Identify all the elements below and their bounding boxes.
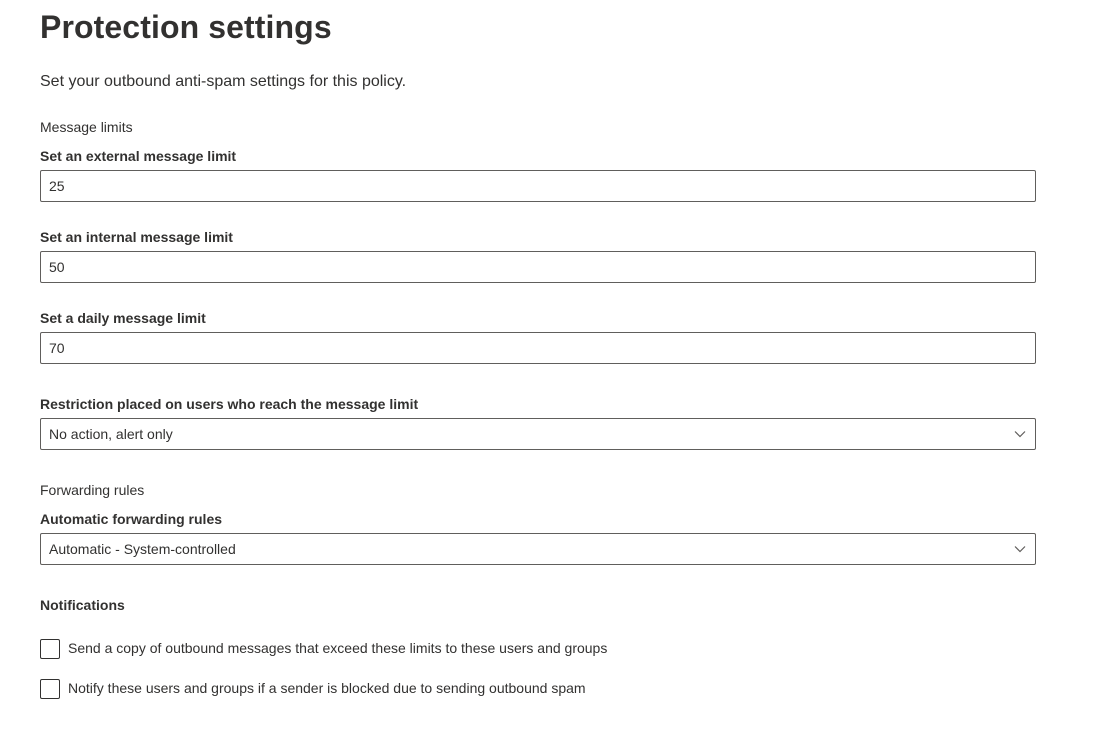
internal-limit-value: 50 (49, 259, 65, 275)
forwarding-rules-section-label: Forwarding rules (40, 482, 145, 498)
notify-blocked-sender-checkbox[interactable] (40, 679, 60, 699)
notify-blocked-sender-label[interactable]: Notify these users and groups if a sender is blocked due to sending outbound spam (68, 680, 586, 696)
automatic-forwarding-label: Automatic forwarding rules (40, 511, 223, 527)
notifications-section-label: Notifications (40, 597, 125, 613)
notify-copy-exceed-label[interactable]: Send a copy of outbound messages that exceed these limits to these users and groups (68, 640, 608, 656)
chevron-down-icon (1013, 542, 1027, 556)
restriction-selected-value: No action, alert only (49, 426, 173, 442)
page-title: Protection settings (40, 9, 332, 45)
internal-limit-label: Set an internal message limit (40, 229, 233, 245)
restriction-dropdown[interactable] (40, 418, 1036, 450)
daily-limit-value: 70 (49, 340, 65, 356)
automatic-forwarding-selected-value: Automatic - System-controlled (49, 541, 236, 557)
external-limit-label: Set an external message limit (40, 148, 237, 164)
automatic-forwarding-dropdown[interactable] (40, 533, 1036, 565)
external-limit-input[interactable] (40, 170, 1036, 202)
notify-copy-exceed-checkbox[interactable] (40, 639, 60, 659)
chevron-down-icon (1013, 427, 1027, 441)
page-subtitle: Set your outbound anti-spam settings for this policy. (40, 73, 407, 90)
daily-limit-label: Set a daily message limit (40, 310, 206, 326)
internal-limit-input[interactable] (40, 251, 1036, 283)
external-limit-value: 25 (49, 178, 65, 194)
restriction-label: Restriction placed on users who reach the message limit (40, 396, 419, 412)
daily-limit-input[interactable] (40, 332, 1036, 364)
message-limits-section-label: Message limits (40, 119, 133, 135)
